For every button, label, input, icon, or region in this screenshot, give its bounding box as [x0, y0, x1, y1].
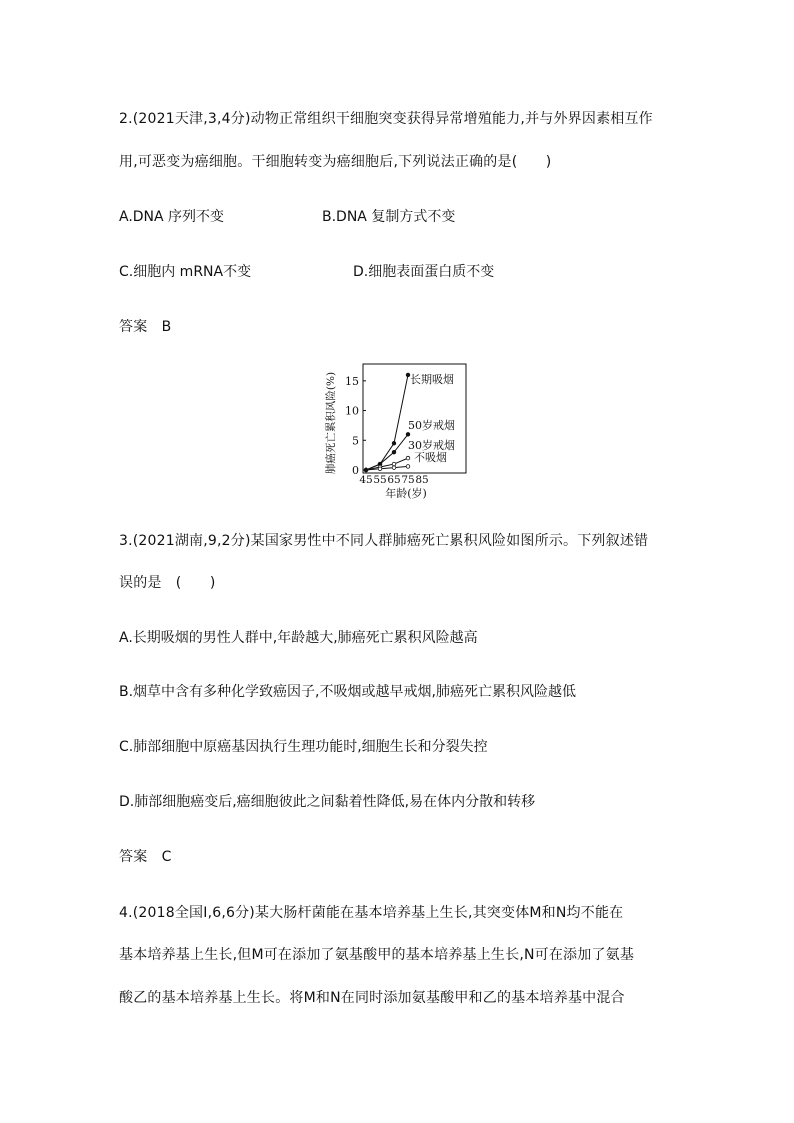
data-point — [392, 466, 396, 470]
q2-option-a: A.DNA 序列不变 — [119, 209, 225, 225]
x-axis-ticks — [359, 474, 428, 486]
series-label: 长期吸烟 — [410, 373, 454, 386]
data-point — [378, 467, 382, 471]
y-tick-label: 5 — [352, 434, 359, 448]
x-tick-label: 55 — [373, 474, 387, 486]
data-point — [392, 450, 396, 454]
x-tick-label: 45 — [359, 474, 373, 486]
data-point — [364, 468, 368, 472]
q3-option-c: C.肺部细胞中原癌基因执行生理功能时,细胞生长和分裂失控 — [119, 739, 488, 755]
q3-answer: 答案 C — [119, 849, 172, 865]
series-label: 不吸烟 — [414, 451, 447, 464]
x-tick-label: 75 — [401, 474, 415, 486]
q4-stem-line-1: 4.(2018全国Ⅰ,6,6分)某大肠杆菌能在基本培养基上生长,其突变体M和N均不能在 — [119, 905, 624, 921]
data-point — [406, 456, 410, 460]
data-point — [392, 441, 396, 445]
x-axis-label: 年龄(岁) — [385, 487, 427, 500]
data-point — [406, 433, 410, 437]
q3-option-a: A.长期吸烟的男性人群中,年龄越大,肺癌死亡累积风险越高 — [119, 630, 478, 646]
q3-option-d: D.肺部细胞癌变后,癌细胞彼此之间黏着性降低,易在体内分散和转移 — [119, 794, 536, 810]
q2-answer: 答案 B — [119, 319, 172, 335]
x-tick-label: 65 — [387, 474, 401, 486]
data-point — [392, 462, 396, 466]
series-layer — [364, 372, 455, 472]
series-line — [366, 434, 408, 470]
y-tick-label: 10 — [345, 404, 359, 418]
series-label: 50岁戒烟 — [408, 419, 455, 432]
y-axis-label: 肺癌死亡累积风险(%) — [325, 371, 337, 475]
q2-stem-line-2: 用,可恶变为癌细胞。干细胞转变为癌细胞后,下列说法正确的是( ) — [119, 154, 552, 170]
q2-option-d: D.细胞表面蛋白质不变 — [353, 264, 495, 280]
q3-stem-line-2: 误的是 ( ) — [119, 575, 216, 591]
lung-cancer-risk-chart — [322, 355, 482, 505]
q4-stem-line-3: 酸乙的基本培养基上生长。将M和N在同时添加氨基酸甲和乙的基本培养基中混合 — [119, 990, 625, 1006]
y-tick-label: 15 — [345, 374, 359, 388]
series-label: 30岁戒烟 — [408, 439, 455, 452]
q2-stem-line-1: 2.(2021天津,3,4分)动物正常组织干细胞突变获得异常增殖能力,并与外界因素相互作 — [119, 111, 653, 127]
data-point — [406, 465, 410, 469]
q3-option-b: B.烟草中含有多种化学致癌因子,不吸烟或越早戒烟,肺癌死亡累积风险越低 — [119, 684, 576, 700]
x-tick-label: 85 — [415, 474, 429, 486]
q2-option-c: C.细胞内 mRNA不变 — [119, 264, 252, 280]
q2-option-b: B.DNA 复制方式不变 — [322, 209, 456, 225]
q4-stem-line-2: 基本培养基上生长,但M可在添加了氨基酸甲的基本培养基上生长,N可在添加了氨基 — [119, 947, 635, 963]
q3-stem-line-1: 3.(2021湖南,9,2分)某国家男性中不同人群肺癌死亡累积风险如图所示。下列叙述错 — [119, 533, 649, 549]
y-tick-label: 0 — [352, 464, 359, 477]
series-line — [366, 375, 408, 470]
